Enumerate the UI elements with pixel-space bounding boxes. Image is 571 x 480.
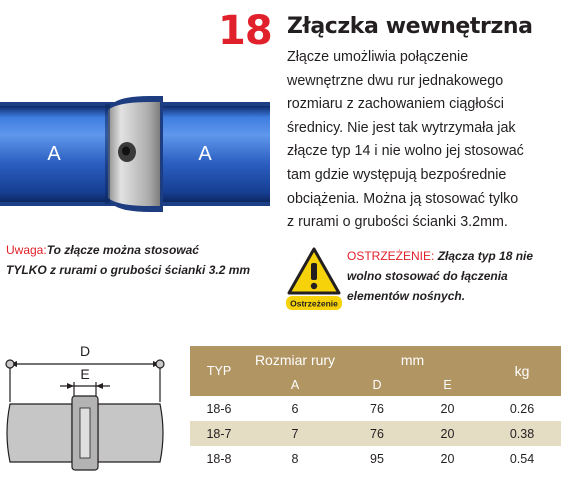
note-line: To złącze można stosować [46, 243, 199, 257]
exclamation-dot [311, 283, 317, 289]
product-photo [0, 96, 270, 212]
cell-typ: 18-7 [190, 421, 248, 446]
pipe-label-right: A [198, 143, 212, 165]
cell-a: 8 [291, 451, 299, 466]
description-line: Złącze umożliwia połączenie [287, 49, 469, 65]
sub-header-a: A [248, 374, 342, 396]
cell-kg: 0.26 [509, 401, 535, 416]
sub-header-e: E [412, 374, 483, 396]
description-line: złącze typ 14 i nie wolno jej stosować [287, 143, 524, 160]
table-row [190, 421, 561, 446]
gap-line [105, 104, 110, 204]
item-number: 18 [218, 8, 272, 54]
arrow-icon [67, 383, 74, 389]
cell-e: 20 [412, 421, 483, 446]
note-label: Uwaga: [6, 243, 47, 257]
technical-drawing [0, 338, 170, 480]
cell-d: 95 [370, 451, 384, 466]
col-header-typ: TYP [190, 346, 248, 396]
warning-line: elementów nośnych. [347, 289, 466, 303]
exclamation-bar [311, 263, 317, 280]
cell-e: 20 [440, 401, 455, 416]
description [287, 46, 571, 235]
arrow-icon [96, 383, 103, 389]
warning-badge-text: Ostrzeżenie [290, 298, 338, 309]
warning-text [347, 246, 569, 306]
cell-e: 20 [440, 451, 455, 466]
sub-header-d: D [342, 374, 412, 396]
description-line: z rurami o grubości ścianki 3.2mm. [287, 214, 508, 231]
screw-hex [122, 147, 130, 156]
cell-a: 6 [291, 401, 299, 416]
coupling-band [80, 408, 90, 458]
cell-d: 76 [342, 421, 412, 446]
description-line: tam gdzie występują bezpośrednie [287, 166, 507, 183]
cell-typ: 18-6 [206, 401, 232, 416]
pipe-left [7, 404, 72, 462]
note-line: TYLKO z rurami o grubości ścianki 3.2 mm [6, 263, 251, 277]
warning-label: OSTRZEŻENIE: [347, 249, 435, 263]
warning-line: Złącza typ 18 nie [437, 249, 534, 263]
description-line: średnicy. Nie jest tak wytrzymała jak [287, 119, 516, 136]
col-header-kg: kg [483, 346, 561, 396]
spec-table [190, 346, 561, 471]
col-header-mm: mm [342, 346, 483, 374]
warning-line: wolno stosować do łączenia [347, 269, 508, 283]
cell-kg: 0.54 [509, 451, 535, 466]
col-header-rozmiar: Rozmiar rury [248, 346, 342, 374]
pipe-label-left: A [47, 143, 61, 165]
description-line: rozmiaru z zachowaniem ciągłości [287, 96, 504, 113]
dim-node [6, 360, 14, 368]
description-line: obciążenia. Można ją stosować tylko [287, 190, 519, 207]
warning-icon [286, 246, 342, 312]
page-title: Złączka wewnętrzna [287, 14, 533, 39]
cell-typ: 18-8 [206, 451, 232, 466]
note [6, 240, 250, 280]
cell-kg: 0.38 [483, 421, 561, 446]
description-line: wewnętrzne dwu rur jednakowego [287, 72, 504, 89]
cell-a: 7 [248, 421, 342, 446]
dim-label-d: D [79, 343, 91, 359]
table-row [190, 446, 561, 471]
table-row [190, 396, 561, 421]
dim-node [156, 360, 164, 368]
cell-d: 76 [370, 401, 384, 416]
pipe-right [98, 404, 163, 462]
dim-label-e: E [80, 366, 90, 382]
